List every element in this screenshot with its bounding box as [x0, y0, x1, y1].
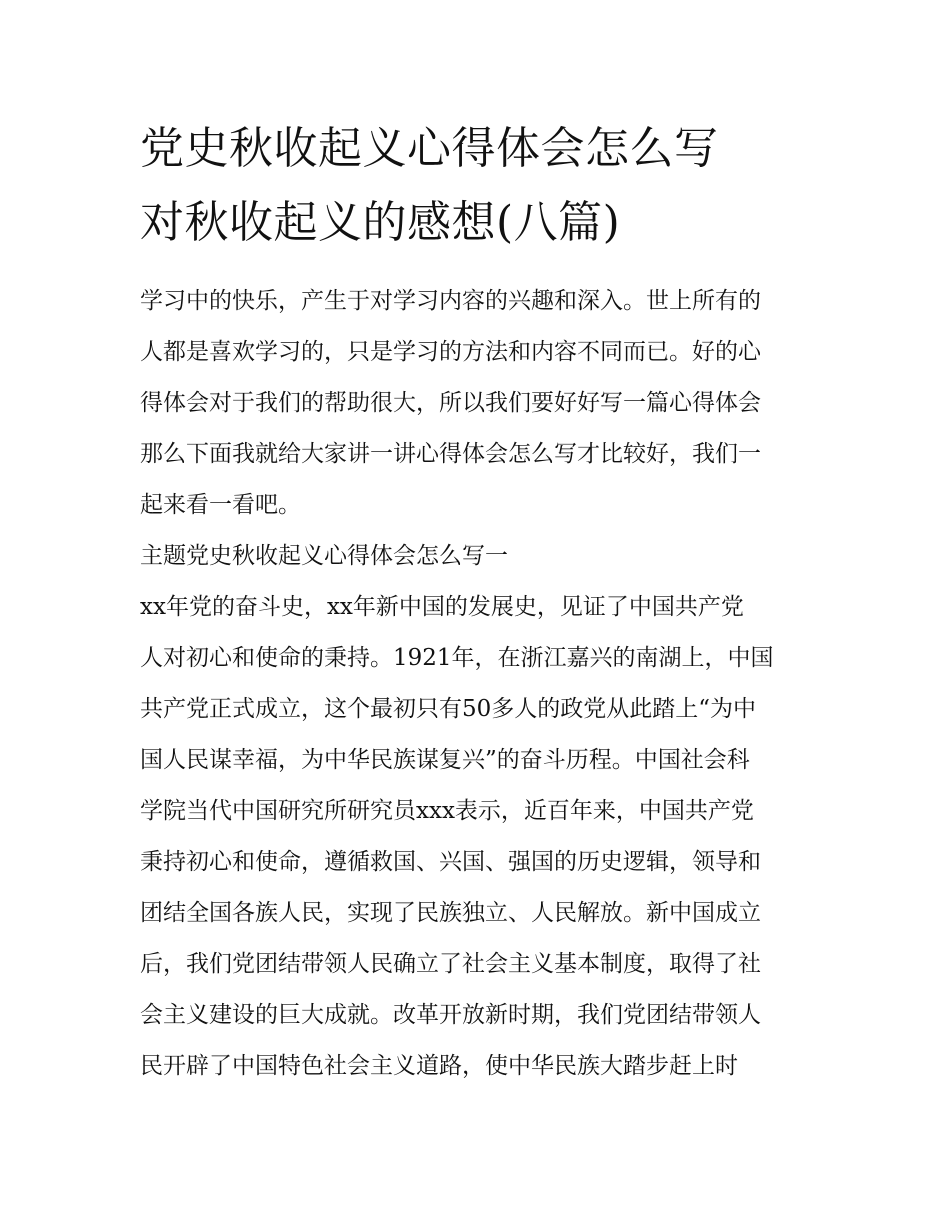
body-line: 得体会对于我们的帮助很大，所以我们要好好写一篇心得体会: [140, 390, 761, 416]
body-line: 学习中的快乐，产生于对学习内容的兴趣和深入。世上所有的: [140, 288, 761, 314]
body-line: 学院当代中国研究所研究员xxx表示，近百年来，中国共产党: [140, 798, 754, 824]
body-line: 共产党正式成立，这个最初只有50多人的政党从此踏上“为中: [140, 696, 757, 722]
title-line: 党史秋收起义心得体会怎么写: [140, 123, 719, 174]
body-line: xx年党的奋斗史，xx年新中国的发展史，见证了中国共产党: [140, 594, 744, 620]
body-line: 民开辟了中国特色社会主义道路，使中华民族大踏步赶上时: [140, 1053, 738, 1079]
body-line: 人对初心和使命的秉持。1921年，在浙江嘉兴的南湖上，中国: [140, 645, 774, 671]
body-line: 团结全国各族人民，实现了民族独立、人民解放。新中国成立: [140, 900, 761, 926]
document-title: [140, 112, 820, 260]
body-line: 会主义建设的巨大成就。改革开放新时期，我们党团结带领人: [140, 1002, 761, 1028]
document-body: [140, 276, 820, 1092]
body-line: 那么下面我就给大家讲一讲心得体会怎么写才比较好，我们一: [140, 441, 761, 467]
body-line: 秉持初心和使命，遵循救国、兴国、强国的历史逻辑，领导和: [140, 849, 761, 875]
section-heading: 主题党史秋收起义心得体会怎么写一: [140, 543, 508, 569]
title-line: 对秋收起义的感想(八篇): [140, 197, 621, 248]
body-line: 人都是喜欢学习的，只是学习的方法和内容不同而已。好的心: [140, 339, 761, 365]
body-line: 起来看一看吧。: [140, 492, 301, 518]
body-line: 国人民谋幸福，为中华民族谋复兴”的奋斗历程。中国社会科: [140, 747, 750, 773]
body-line: 后，我们党团结带领人民确立了社会主义基本制度，取得了社: [140, 951, 761, 977]
